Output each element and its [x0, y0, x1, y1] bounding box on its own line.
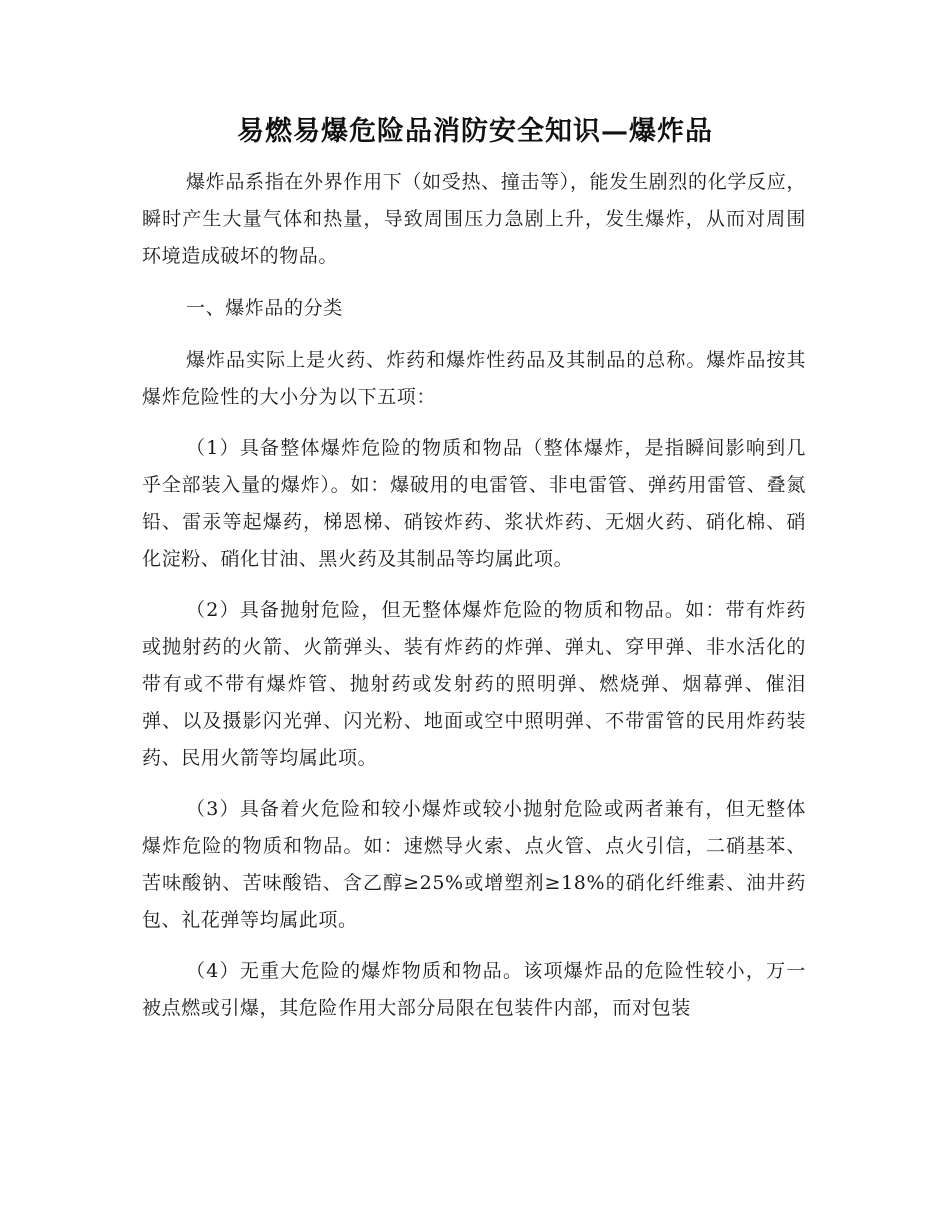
paragraph-classification-overview: 爆炸品实际上是火药、炸药和爆炸性药品及其制品的总称。爆炸品按其爆炸危险性的大小分为以下五项：: [142, 349, 806, 408]
document-body: [142, 164, 806, 1027]
paragraph-item-3: （3）具备着火危险和较小爆炸或较小抛射危险或两者兼有，但无整体爆炸危险的物质和物品。如：速燃导火索、点火管、点火引信，二硝基苯、苦味酸钠、苦味酸锆、含乙醇≥25%或增塑剂≥18%的硝化纤维素、油井药包、礼花弹等均属此项。: [142, 798, 806, 931]
paragraph-item-2: （2）具备抛射危险，但无整体爆炸危险的物质和物品。如：带有炸药或抛射药的火箭、火箭弹头、装有炸药的炸弹、弹丸、穿甲弹、非水活化的带有或不带有爆炸管、抛射药或发射药的照明弹、燃烧弹、烟幕弹、催泪弹、以及摄影闪光弹、闪光粉、地面或空中照明弹、不带雷管的民用炸药装药、民用火箭等均属此项。: [142, 599, 806, 769]
paragraph-intro: 爆炸品系指在外界作用下（如受热、撞击等），能发生剧烈的化学反应，瞬时产生大量气体和热量，导致周围压力急剧上升，发生爆炸，从而对周围环境造成破坏的物品。: [142, 171, 806, 267]
paragraph-item-1: （1）具备整体爆炸危险的物质和物品（整体爆炸，是指瞬间影响到几乎全部装入量的爆炸）。如：爆破用的电雷管、非电雷管、弹药用雷管、叠氮铅、雷汞等起爆药，梯恩梯、硝铵炸药、浆状炸药、无烟火药、硝化棉、硝化淀粉、硝化甘油、黑火药及其制品等均属此项。: [142, 437, 806, 570]
document-title: 易燃易爆危险品消防安全知识—爆炸品: [237, 116, 713, 147]
paragraph-item-4: （4）无重大危险的爆炸物质和物品。该项爆炸品的危险性较小，万一被点燃或引爆，其危险作用大部分局限在包装件内部，而对包装: [142, 960, 806, 1019]
section-heading-classification: 一、爆炸品的分类: [186, 297, 343, 319]
